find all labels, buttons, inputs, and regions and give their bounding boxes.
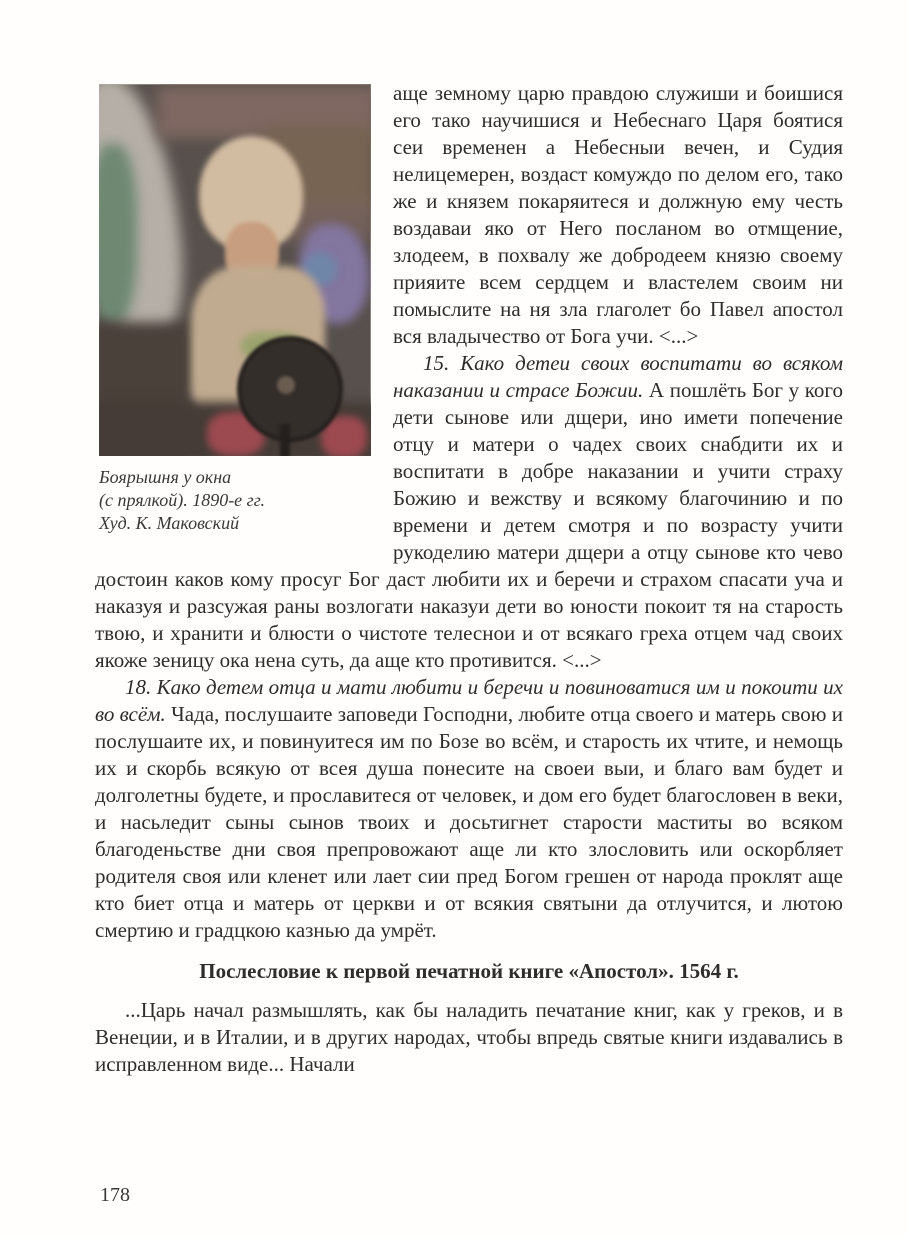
page-content	[95, 80, 843, 1078]
body-text	[95, 80, 843, 944]
painting-spinning-wheel-hub	[277, 376, 295, 394]
caption-line-3: Худ. К. Маковский	[99, 513, 240, 533]
painting-caption	[99, 466, 371, 535]
painting-image	[99, 84, 371, 456]
paragraph	[95, 674, 843, 944]
postscript-text	[95, 997, 843, 1078]
paragraph-run: аще земному царю правдою служиши и боишися его тако научишися и Небеснаго Царя боятися сеи временен а Небесныи вечен, и Судия нелицемерен, воздаст комуждо по делом его, тако же и князем покаряитеся и должную ему честь воздаваи яко от Него посланом во отмщение, злодеем, в похвалу же добродеем князю своему прияите всем сердцем и властелем своим ни помыслите на ня зла глаголет бо Павел апостол вся владычество от Бога учи. <...>	[393, 81, 843, 348]
paragraph-run: Чада, послушаите заповеди Господни, любите отца своего и матерь свою и послушаите их, и повинуитеся им по Бозе во всём, и старость их чтите, и немощь их и скорбь всякую от всея душа понесите на своеи выи, и благо вам будет и долголетны будете, и прославитеся от человек, и дом его будет благословен в веки, и насьледит сыны сынов твоих и досьтигнет старости маститы во всяком благоденьстве дни своя препровожают аще ли кто злословить или оскорбляет родителя своя или кленет или лает сии пред Богом грешен от народа проклят аще кто биет отца и матерь от церкви и от всякия святыни да отлучится, и лютою смертию и градцкою казнью да умрёт.	[95, 702, 843, 942]
caption-line-1: Боярышня у окна	[99, 467, 232, 487]
section-heading: Послесловие к первой печатной книге «Апостол». 1564 г.	[199, 959, 739, 983]
paragraph-run: А пошлёть Бог у кого дети сынове или дщери, ино имети попечение отцу и матери о чадех своих снабдити их и воспитати в добре наказании и учити страху Божию и вежству и всякому благочинию и по времени и детем смотря и по возрасту учити рукоделию матери дщери а отцу сынове кто чево достоин каков кому просуг Бог даст любити их и беречи и страхом спасати уча и наказуя и разсужая раны возлогати наказуи дети во юности покоит тя на старость твою, и хранити и блюсти о чистоте телеснои и от всякаго греха отцем чад своих якоже зеницу ока нена суть, да аще кто противится. <...>	[95, 378, 844, 672]
paragraph-run-italic: 15. Како детеи своих воспитати во всяком наказании и страсе Божии.	[393, 351, 843, 402]
paragraph-run: ...Царь начал размышлять, как бы наладить печатание книг, как у греков, и в Венеции, и в Италии, и в других народах, чтобы впредь святые книги издавались в исправленном виде... Начали	[95, 998, 843, 1076]
page-number: 178	[100, 1184, 130, 1206]
painting-spinning-wheel-leg	[280, 424, 290, 456]
caption-line-2: (с прялкой). 1890-е гг.	[99, 490, 265, 510]
paragraph	[95, 997, 843, 1078]
painting-figure	[99, 84, 371, 535]
paragraph-run-italic: 18. Како детем отца и мати любити и беречи и повиноватися им и покоити их во всём.	[95, 675, 843, 726]
painting-window-glass	[99, 144, 137, 324]
